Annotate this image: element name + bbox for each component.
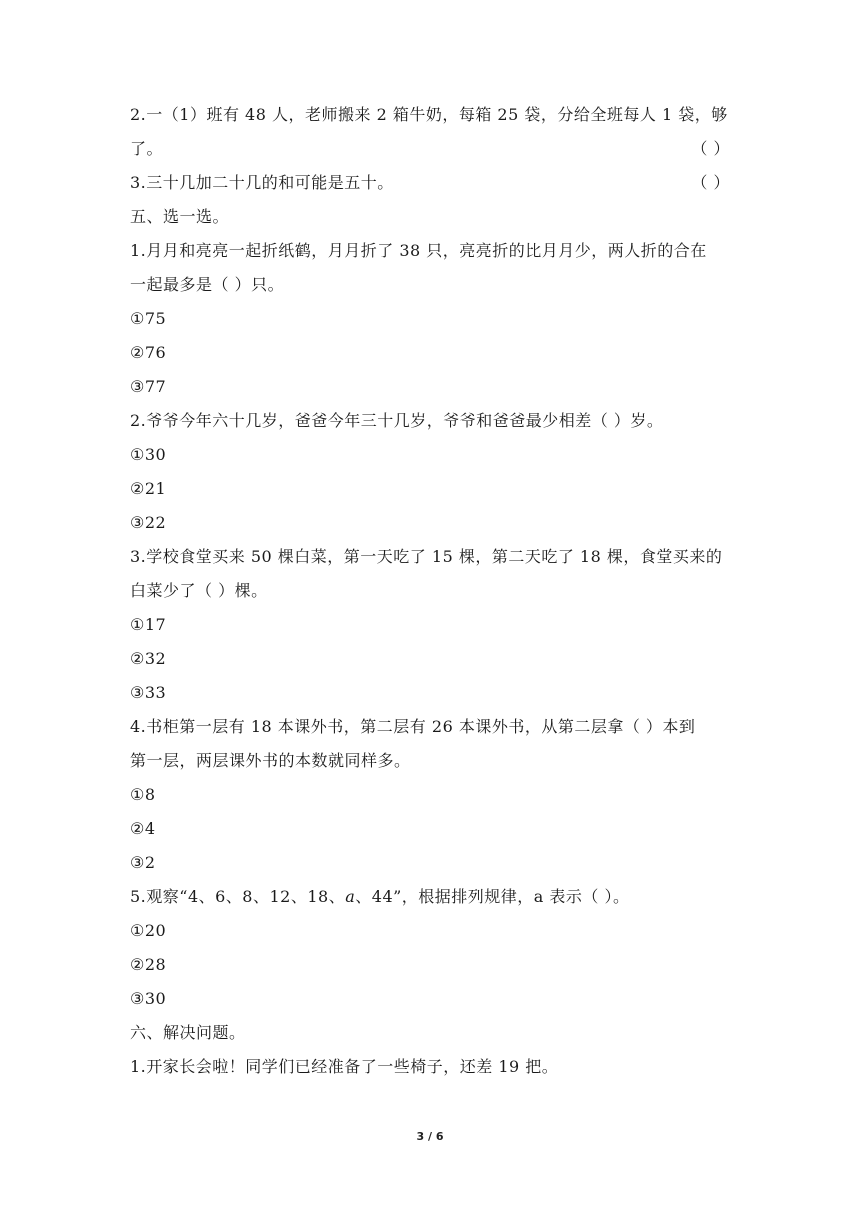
choice-option: ③77 (130, 377, 167, 396)
judge-question-2-line2 (130, 132, 730, 166)
choice-question-3-line2: 白菜少了（ ）棵。 (130, 581, 268, 600)
judge-question-3-text: 3.三十几加二十几的和可能是五十。 (130, 173, 394, 192)
choice-option: ①75 (130, 309, 167, 328)
choice-option: ②4 (130, 819, 156, 838)
section-heading-solve: 六、解决问题。 (130, 1023, 246, 1042)
choice-question-3-line1: 3.学校食堂买来 50 棵白菜，第一天吃了 15 棵，第二天吃了 18 棵，食堂买来的 (130, 547, 723, 566)
choice-question-1-line2: 一起最多是（ ）只。 (130, 275, 285, 294)
page-indicator: 3 / 6 (416, 1130, 444, 1143)
solve-question-1: 1.开家长会啦！同学们已经准备了一些椅子，还差 19 把。 (130, 1057, 559, 1076)
choice-question-5 (130, 880, 730, 914)
choice-option: ②21 (130, 479, 167, 498)
choice-question-4-line1: 4.书柜第一层有 18 本课外书，第二层有 26 本课外书，从第二层拿（ ）本到 (130, 717, 696, 736)
choice-question-5-prefix: 5.观察“4、6、8、12、18、 (130, 887, 346, 906)
choice-question-1-line1: 1.月月和亮亮一起折纸鹤，月月折了 38 只，亮亮折的比月月少，两人折的合在 (130, 241, 707, 260)
choice-option: ③30 (130, 989, 167, 1008)
answer-parentheses: （ ） (691, 173, 730, 192)
answer-parentheses: （ ） (691, 139, 730, 158)
section-heading-choose: 五、选一选。 (130, 207, 230, 226)
choice-question-4-line2: 第一层，两层课外书的本数就同样多。 (130, 751, 411, 770)
choice-option: ②32 (130, 649, 167, 668)
choice-option: ①30 (130, 445, 167, 464)
variable-a: a (345, 887, 356, 906)
judge-question-3 (130, 166, 730, 200)
choice-option: ③22 (130, 513, 167, 532)
choice-option: ②28 (130, 955, 167, 974)
choice-option: ③2 (130, 853, 156, 872)
choice-question-2: 2.爷爷今年六十几岁，爸爸今年三十几岁，爷爷和爸爸最少相差（ ）岁。 (130, 411, 664, 430)
judge-question-2-line1: 2.一（1）班有 48 人，老师搬来 2 箱牛奶，每箱 25 袋，分给全班每人 1 袋，够 (130, 105, 728, 124)
choice-option: ①20 (130, 921, 167, 940)
choice-option: ①17 (130, 615, 167, 634)
choice-option: ②76 (130, 343, 167, 362)
choice-option: ①8 (130, 785, 156, 804)
choice-option: ③33 (130, 683, 167, 702)
judge-question-2-text: 了。 (130, 139, 164, 158)
choice-question-5-suffix: 、44”，根据排列规律，a 表示（ ）。 (355, 887, 630, 906)
